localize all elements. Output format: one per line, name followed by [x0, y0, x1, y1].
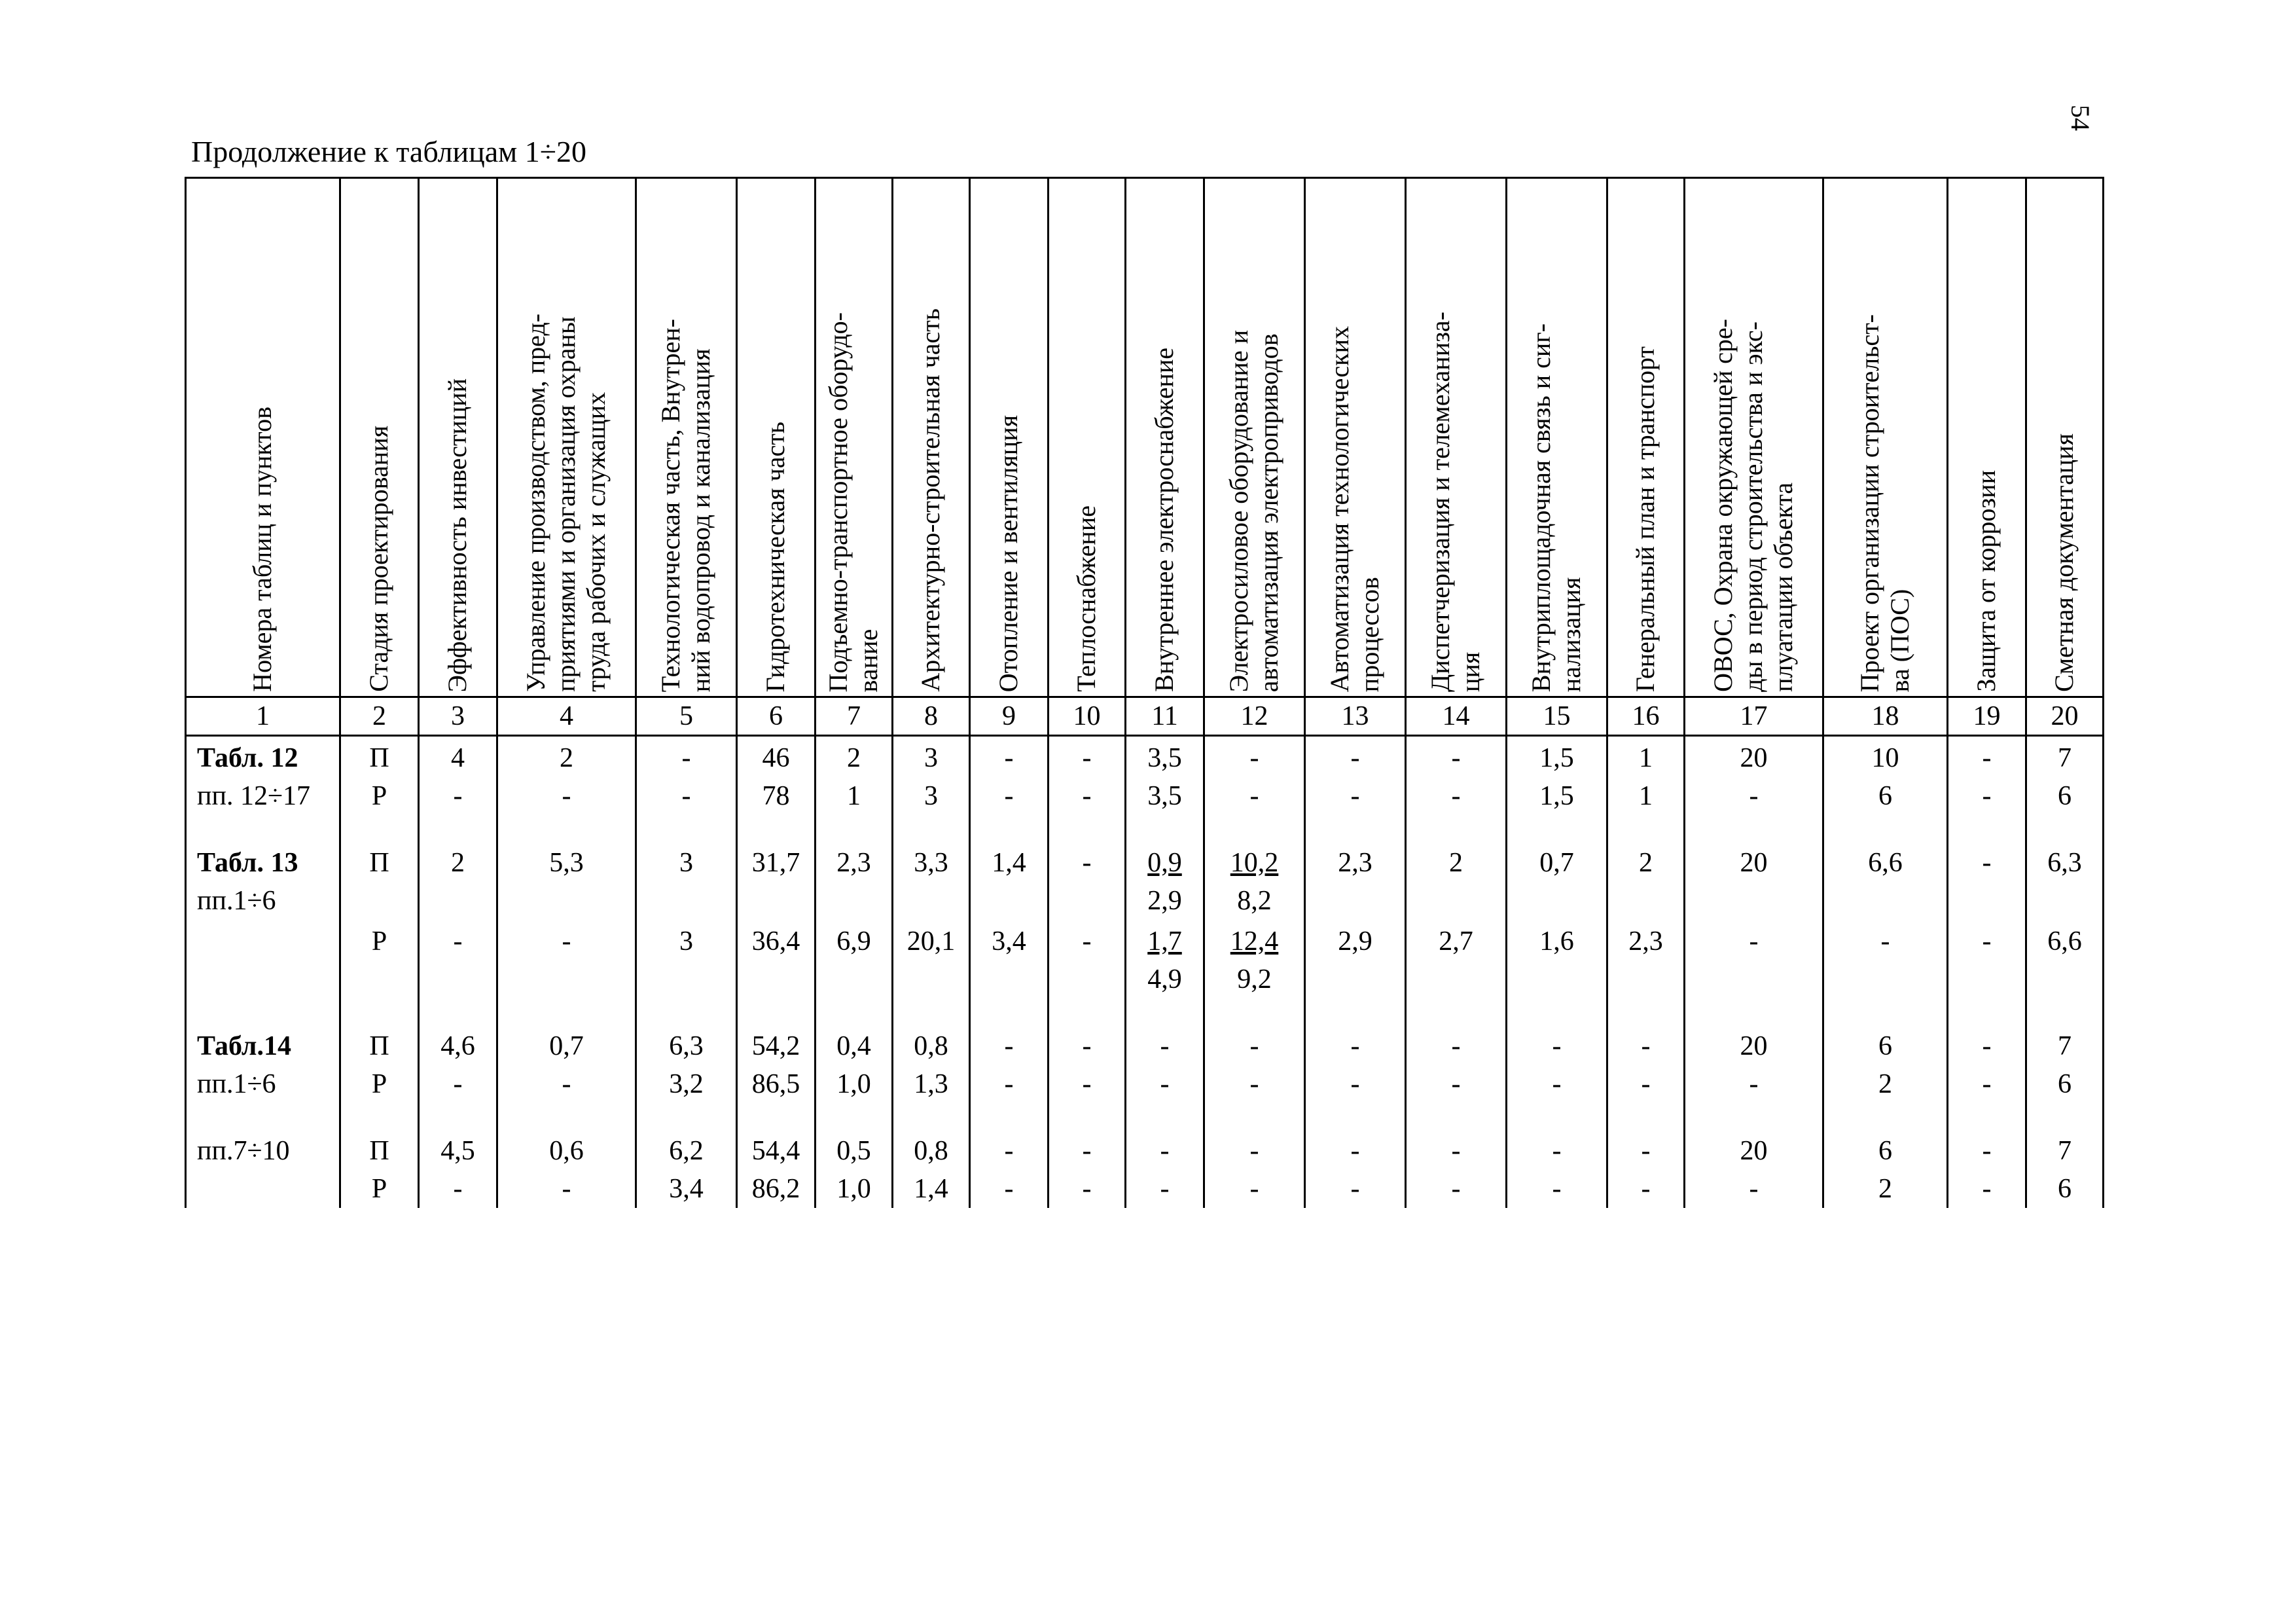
col-number: 8 — [893, 697, 970, 736]
row-label — [186, 920, 340, 998]
table-cell: П Р — [340, 1025, 419, 1103]
table-cell: 2 — [1406, 841, 1507, 920]
table-cell: - — [1948, 841, 2026, 920]
col-header-text: Подъемно-транспортное оборудо- вание — [823, 312, 883, 692]
col-header-5 — [636, 178, 737, 697]
table-cell: 6,3 — [2026, 841, 2104, 920]
table-cell: - - — [1507, 1129, 1607, 1208]
column-number-row — [186, 697, 2104, 736]
table-cell: - — [1049, 920, 1126, 998]
col-header-18 — [1823, 178, 1948, 697]
table-cell: - - — [1204, 1025, 1305, 1103]
table-cell: - - — [1406, 1025, 1507, 1103]
table-cell: 20 - — [1685, 736, 1823, 816]
col-header-text: Номера таблиц и пунктов — [247, 407, 277, 692]
table-cell: 5,3 — [497, 841, 636, 920]
table-cell: - - — [1305, 736, 1406, 816]
col-header-text: Автоматизация технологических процессов — [1324, 325, 1384, 692]
col-number: 13 — [1305, 697, 1406, 736]
table-cell: 2,3 — [1305, 841, 1406, 920]
col-header-19 — [1948, 178, 2026, 697]
table-cell: 54,2 86,5 — [737, 1025, 816, 1103]
table-cell: 1,5 1,5 — [1507, 736, 1607, 816]
table-cell: Р — [340, 920, 419, 998]
col-header-text: Защита от коррозии — [1971, 470, 2001, 692]
table-cell: 4 - — [419, 736, 497, 816]
table-cell: 0,8 1,4 — [893, 1129, 970, 1208]
col-header-text: Внутреннее электроснабжение — [1149, 348, 1179, 692]
table-cell: 20 - — [1685, 1129, 1823, 1208]
table-cell: 6,6 — [1823, 841, 1948, 920]
table-cell: 3,3 — [893, 841, 970, 920]
col-header-15 — [1507, 178, 1607, 697]
spacer-row — [186, 1103, 2104, 1129]
col-number: 9 — [970, 697, 1049, 736]
table-cell: 6 2 — [1823, 1025, 1948, 1103]
col-header-12 — [1204, 178, 1305, 697]
col-header-10 — [1049, 178, 1126, 697]
table-cell: 7 6 — [2026, 1025, 2104, 1103]
col-number: 15 — [1507, 697, 1607, 736]
table-cell: 0,8 1,3 — [893, 1025, 970, 1103]
table-cell: 54,4 86,2 — [737, 1129, 816, 1208]
col-number: 7 — [816, 697, 893, 736]
design-stage-table — [185, 177, 2104, 1208]
table-cell: 20,1 — [893, 920, 970, 998]
col-header-text: Архитектурно-строительная часть — [915, 308, 945, 692]
table-cell: 1,6 — [1507, 920, 1607, 998]
table-cell: 6,2 3,4 — [636, 1129, 737, 1208]
table-cell: - - — [1948, 736, 2026, 816]
col-header-text: Сметная документация — [2049, 433, 2079, 692]
col-number: 12 — [1204, 697, 1305, 736]
table-row — [186, 920, 2104, 998]
table-cell: 2,9 — [1305, 920, 1406, 998]
col-number: 6 — [737, 697, 816, 736]
table-cell: 0,9 2,9 — [1126, 841, 1204, 920]
col-header-9 — [970, 178, 1049, 697]
col-header-20 — [2026, 178, 2104, 697]
col-header-text: Диспетчеризация и телемеханиза- ция — [1425, 312, 1485, 692]
col-number: 2 — [340, 697, 419, 736]
col-header-2 — [340, 178, 419, 697]
col-number: 4 — [497, 697, 636, 736]
row-label-bold: Табл.14 — [197, 1031, 291, 1061]
table-cell: - - — [970, 1129, 1049, 1208]
table-row — [186, 1129, 2104, 1208]
col-header-text: Теплоснабжение — [1071, 505, 1101, 692]
col-header-6 — [737, 178, 816, 697]
col-number: 11 — [1126, 697, 1204, 736]
table-cell: - — [419, 920, 497, 998]
row-label-sub: пп.7÷10 — [197, 1136, 290, 1166]
col-header-8 — [893, 178, 970, 697]
table-row — [186, 1025, 2104, 1103]
table-cell: - — [1823, 920, 1948, 998]
row-label-bold: Табл. 12 — [197, 743, 298, 773]
table-cell: 1,4 — [970, 841, 1049, 920]
row-label-sub: пп.1÷6 — [197, 886, 276, 916]
table-cell: - - — [1607, 1025, 1685, 1103]
row-label — [186, 1129, 340, 1208]
table-caption: Продолжение к таблицам 1÷20 — [191, 135, 587, 168]
header-row — [186, 178, 2104, 697]
table-cell: 2 - — [497, 736, 636, 816]
table-cell: - - — [1204, 1129, 1305, 1208]
table-cell: 1 1 — [1607, 736, 1685, 816]
table-cell: 6,6 — [2026, 920, 2104, 998]
col-header-4 — [497, 178, 636, 697]
table-cell: 6 2 — [1823, 1129, 1948, 1208]
table-cell: - - — [1948, 1025, 2026, 1103]
table-cell: 0,7 — [1507, 841, 1607, 920]
spacer-row — [186, 815, 2104, 841]
table-cell: П Р — [340, 1129, 419, 1208]
table-cell: 4,5 - — [419, 1129, 497, 1208]
table-cell: - - — [1049, 1129, 1126, 1208]
row-label-sub: пп. 12÷17 — [197, 781, 311, 811]
col-header-13 — [1305, 178, 1406, 697]
table-cell: 3 — [636, 920, 737, 998]
table-row — [186, 736, 2104, 816]
table-cell: П — [340, 841, 419, 920]
table-cell: 7 6 — [2026, 736, 2104, 816]
table-cell: 31,7 — [737, 841, 816, 920]
table-cell: 0,6 - — [497, 1129, 636, 1208]
table-cell: 2 1 — [816, 736, 893, 816]
table-cell: - - — [1406, 736, 1507, 816]
table-cell: - — [1049, 841, 1126, 920]
col-number: 19 — [1948, 697, 2026, 736]
col-header-text: ОВОС, Охрана окружающей сре- ды в период строительства и экс- плуатации объекта — [1708, 319, 1798, 692]
col-number: 10 — [1049, 697, 1126, 736]
table-cell: - - — [636, 736, 737, 816]
col-header-text: Эффективность инвестиций — [442, 378, 472, 692]
table-cell: 6,3 3,2 — [636, 1025, 737, 1103]
table-cell: - - — [1126, 1025, 1204, 1103]
table-cell: - - — [1049, 736, 1126, 816]
table-cell: - - — [1305, 1129, 1406, 1208]
table-cell: 3 — [636, 841, 737, 920]
col-header-text: Внутриплощадочная связь и сиг- нализация — [1526, 323, 1586, 692]
table-cell: 36,4 — [737, 920, 816, 998]
row-label-sub: пп.1÷6 — [197, 1069, 276, 1099]
col-number: 5 — [636, 697, 737, 736]
col-header-16 — [1607, 178, 1685, 697]
col-number: 17 — [1685, 697, 1823, 736]
table-cell: - - — [970, 1025, 1049, 1103]
col-header-text: Проект организации строительст- ва (ПОС) — [1854, 314, 1914, 692]
col-header-text: Гидротехническая часть — [760, 421, 790, 692]
row-label — [186, 1025, 340, 1103]
col-header-14 — [1406, 178, 1507, 697]
table-cell: 2,3 — [816, 841, 893, 920]
spacer-row — [186, 998, 2104, 1025]
col-number: 1 — [186, 697, 340, 736]
table-cell: - - — [1126, 1129, 1204, 1208]
col-header-11 — [1126, 178, 1204, 697]
table-cell: 46 78 — [737, 736, 816, 816]
col-number: 3 — [419, 697, 497, 736]
col-number: 20 — [2026, 697, 2104, 736]
row-label — [186, 736, 340, 816]
table-cell: - — [497, 920, 636, 998]
table-cell: 3,4 — [970, 920, 1049, 998]
col-header-17 — [1685, 178, 1823, 697]
col-header-text: Стадия проектирования — [363, 426, 393, 692]
table-cell: 10,2 8,2 — [1204, 841, 1305, 920]
row-label — [186, 841, 340, 920]
table-cell: П Р — [340, 736, 419, 816]
page-number: 54 — [2066, 105, 2095, 131]
table-cell: 2,3 — [1607, 920, 1685, 998]
table-cell: 6,9 — [816, 920, 893, 998]
col-number: 18 — [1823, 697, 1948, 736]
table-cell: - - — [1948, 1129, 2026, 1208]
table-cell: - - — [1049, 1025, 1126, 1103]
col-number: 16 — [1607, 697, 1685, 736]
table-cell: 7 6 — [2026, 1129, 2104, 1208]
col-header-text: Управление производством, пред- приятиями и организация охраны труда рабочих и служащих — [520, 314, 611, 692]
col-header-text: Отопление и вентиляция — [993, 414, 1023, 692]
table-cell: - — [1685, 920, 1823, 998]
table-cell: 0,5 1,0 — [816, 1129, 893, 1208]
table-cell: 3,5 3,5 — [1126, 736, 1204, 816]
col-header-7 — [816, 178, 893, 697]
table-cell: 12,4 9,2 — [1204, 920, 1305, 998]
table-cell: 2 — [1607, 841, 1685, 920]
table-cell: - — [1948, 920, 2026, 998]
table-cell: 2,7 — [1406, 920, 1507, 998]
table-row — [186, 841, 2104, 920]
table-cell: 10 6 — [1823, 736, 1948, 816]
table-cell: 0,7 - — [497, 1025, 636, 1103]
table-cell: - - — [1406, 1129, 1507, 1208]
table-cell: 3 3 — [893, 736, 970, 816]
col-header-text: Технологическая часть, Внутрен- ний водопровод и канализация — [655, 318, 715, 692]
table-cell: 1,7 4,9 — [1126, 920, 1204, 998]
col-header-3 — [419, 178, 497, 697]
table-cell: - - — [1607, 1129, 1685, 1208]
col-header-text: Генеральный план и транспорт — [1630, 346, 1660, 692]
table-cell: 4,6 - — [419, 1025, 497, 1103]
table-cell: 2 — [419, 841, 497, 920]
col-header-text: Электросиловое оборудование и автоматизация электроприводов — [1223, 329, 1283, 692]
table-cell: 20 — [1685, 841, 1823, 920]
table-cell: - - — [1507, 1025, 1607, 1103]
col-number: 14 — [1406, 697, 1507, 736]
table-cell: - - — [970, 736, 1049, 816]
table-cell: - - — [1305, 1025, 1406, 1103]
col-header-1 — [186, 178, 340, 697]
table-cell: - - — [1204, 736, 1305, 816]
table-cell: 20 - — [1685, 1025, 1823, 1103]
table-cell: 0,4 1,0 — [816, 1025, 893, 1103]
row-label-bold: Табл. 13 — [197, 848, 298, 878]
